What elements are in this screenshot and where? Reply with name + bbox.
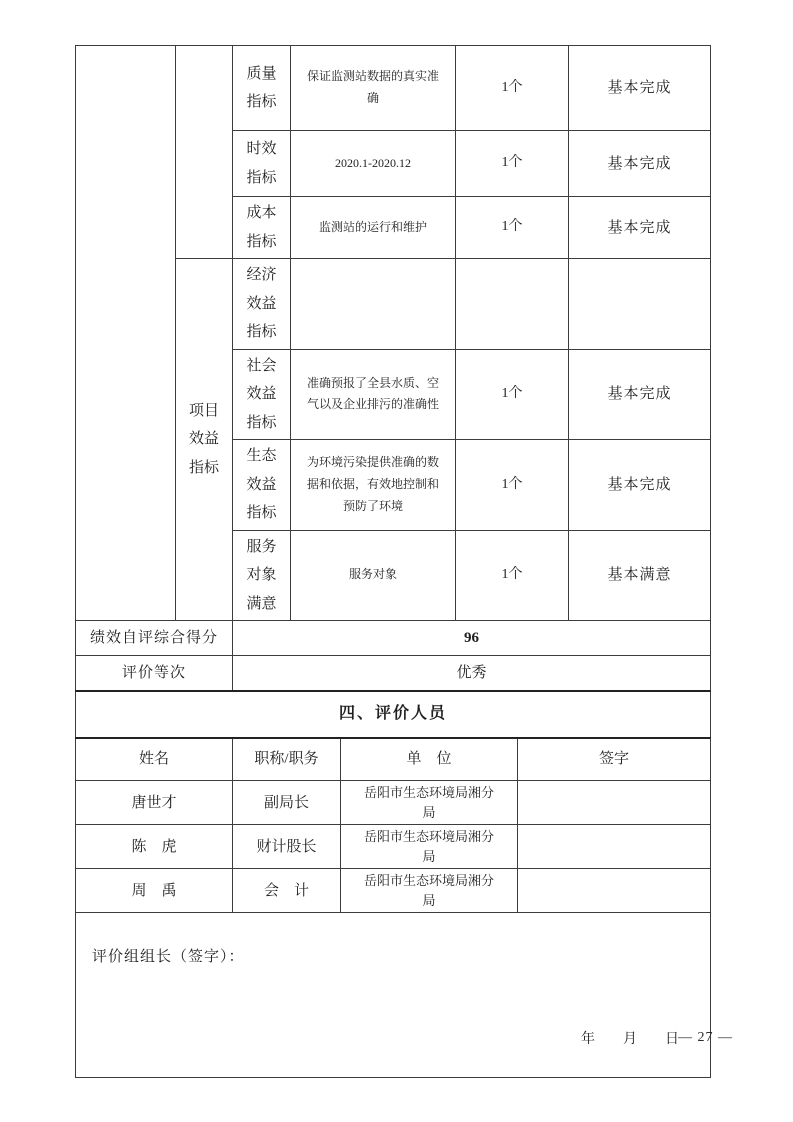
personnel-row	[76, 781, 711, 825]
page-number: — 27 —	[678, 1030, 733, 1045]
person-title: 副局长	[233, 781, 341, 825]
indicator-description	[291, 259, 456, 350]
indicator-target	[456, 259, 569, 350]
date-label: 年 月 日	[581, 1032, 679, 1047]
signature-block-row	[76, 913, 711, 1078]
indicator-target: 1个	[456, 46, 569, 131]
indicator-status: 基本完成	[569, 46, 711, 131]
person-signature	[518, 869, 711, 913]
indicator-description: 2020.1-2020.12	[291, 131, 456, 197]
header-title: 职称/职务	[233, 738, 341, 781]
grade-row	[76, 656, 711, 691]
person-title: 财计股长	[233, 825, 341, 869]
indicator-category: 服务对象满意	[233, 530, 291, 621]
indicator-description: 保证监测站数据的真实准确	[291, 46, 456, 131]
indicator-target: 1个	[456, 530, 569, 621]
indicator-category: 经济效益指标	[233, 259, 291, 350]
signature-block	[76, 913, 711, 1078]
person-unit: 岳阳市生态环境局湘分局	[341, 869, 518, 913]
person-unit: 岳阳市生态环境局湘分局	[341, 825, 518, 869]
indicator-category: 社会效益指标	[233, 349, 291, 440]
score-value: 96	[233, 621, 711, 656]
person-name: 陈 虎	[76, 825, 233, 869]
grade-label: 评价等次	[76, 656, 233, 691]
section-title: 四、评价人员	[76, 691, 711, 738]
indicator-description: 监测站的运行和维护	[291, 197, 456, 259]
section-header-row	[76, 691, 711, 738]
person-signature	[518, 825, 711, 869]
personnel-row	[76, 825, 711, 869]
indicator-category: 时效指标	[233, 131, 291, 197]
score-label: 绩效自评综合得分	[76, 621, 233, 656]
person-title: 会 计	[233, 869, 341, 913]
evaluation-table	[75, 45, 711, 1078]
indicator-status: 基本完成	[569, 440, 711, 531]
indicator-status: 基本完成	[569, 131, 711, 197]
header-signature: 签字	[518, 738, 711, 781]
indicator-row	[76, 46, 711, 131]
indicator-target: 1个	[456, 131, 569, 197]
score-row	[76, 621, 711, 656]
indicator-category: 成本指标	[233, 197, 291, 259]
personnel-header-row	[76, 738, 711, 781]
indicator-status	[569, 259, 711, 350]
indicator-status: 基本完成	[569, 349, 711, 440]
indicator-target: 1个	[456, 440, 569, 531]
personnel-row	[76, 869, 711, 913]
left-spacer-cell	[76, 46, 176, 621]
person-signature	[518, 781, 711, 825]
indicator-status: 基本满意	[569, 530, 711, 621]
header-name: 姓名	[76, 738, 233, 781]
person-name: 周 禹	[76, 869, 233, 913]
indicator-category: 质量指标	[233, 46, 291, 131]
indicator-target: 1个	[456, 197, 569, 259]
header-unit: 单 位	[341, 738, 518, 781]
indicator-category: 生态效益指标	[233, 440, 291, 531]
indicator-description: 服务对象	[291, 530, 456, 621]
grade-value: 优秀	[233, 656, 711, 691]
group-spacer-cell	[176, 46, 233, 259]
benefit-group-label: 项目效益指标	[176, 259, 233, 621]
evaluation-leader-label: 评价组组长（签字）：	[92, 949, 245, 965]
indicator-description: 准确预报了全县水质、空气以及企业排污的准确性	[291, 349, 456, 440]
indicator-target: 1个	[456, 349, 569, 440]
indicator-description: 为环境污染提供准确的数据和依据，有效地控制和预防了环境	[291, 440, 456, 531]
person-unit: 岳阳市生态环境局湘分局	[341, 781, 518, 825]
indicator-status: 基本完成	[569, 197, 711, 259]
person-name: 唐世才	[76, 781, 233, 825]
